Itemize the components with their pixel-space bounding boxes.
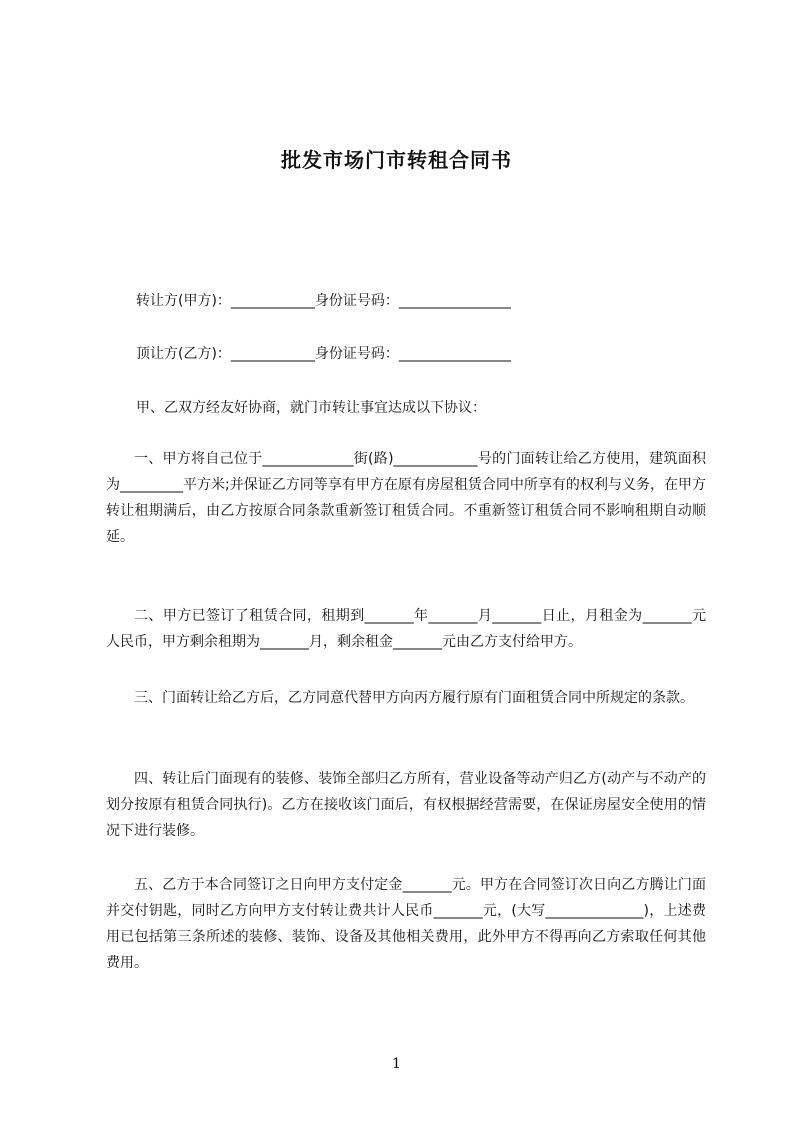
party-a-line: 转让方(甲方)：____________身份证号码：________________ — [136, 293, 511, 309]
clause-4: 四、转让后门面现有的装修、装饰全部归乙方所有，营业设备等动产归乙方(动产与不动产的划分按原有租赁合同执行)。乙方在接收该门面后，有权根据经营需要，在保证房屋安全使用的情况下进行装修。 — [106, 771, 706, 839]
clause-1: 一、甲方将自己位于_____________街(路)____________号的门面转让给乙方使用，建筑面积为_________平方米;并保证乙方同等享有甲方在原有房屋租赁合同中所享有的权利与义务，在甲方转让租期满后，由乙方按原合同条款重新签订租赁合同。不重新签订租赁合同不影响租期自动顺延。 — [106, 451, 706, 545]
page-number: 1 — [392, 1056, 401, 1072]
clause-5: 五、乙方于本合同签订之日向甲方支付定金_______元。甲方在合同签订次日向乙方腾让门面并交付钥匙，同时乙方向甲方支付转让费共计人民币_______元，(大写______________)，上述费用已包括第三条所述的装修、装饰、设备及其他相关费用，此外甲方不得再向乙方索取任何其他费用。 — [106, 877, 706, 971]
clause-3: 三、门面转让给乙方后，乙方同意代替甲方向丙方履行原有门面租赁合同中所规定的条款。 — [134, 690, 694, 706]
document-title: 批发市场门市转租合同书 — [281, 148, 512, 172]
party-b-line: 顶让方(乙方)：____________身份证号码：________________ — [136, 346, 511, 362]
clause-2: 二、甲方已签订了租赁合同，租期到_______年_______月_______日止，月租金为_______元人民币，甲方剩余租期为_______月，剩余租金_______元由乙方支付给甲方。 — [106, 608, 706, 650]
preamble: 甲、乙双方经友好协商，就门市转让事宜达成以下协议： — [136, 400, 486, 416]
